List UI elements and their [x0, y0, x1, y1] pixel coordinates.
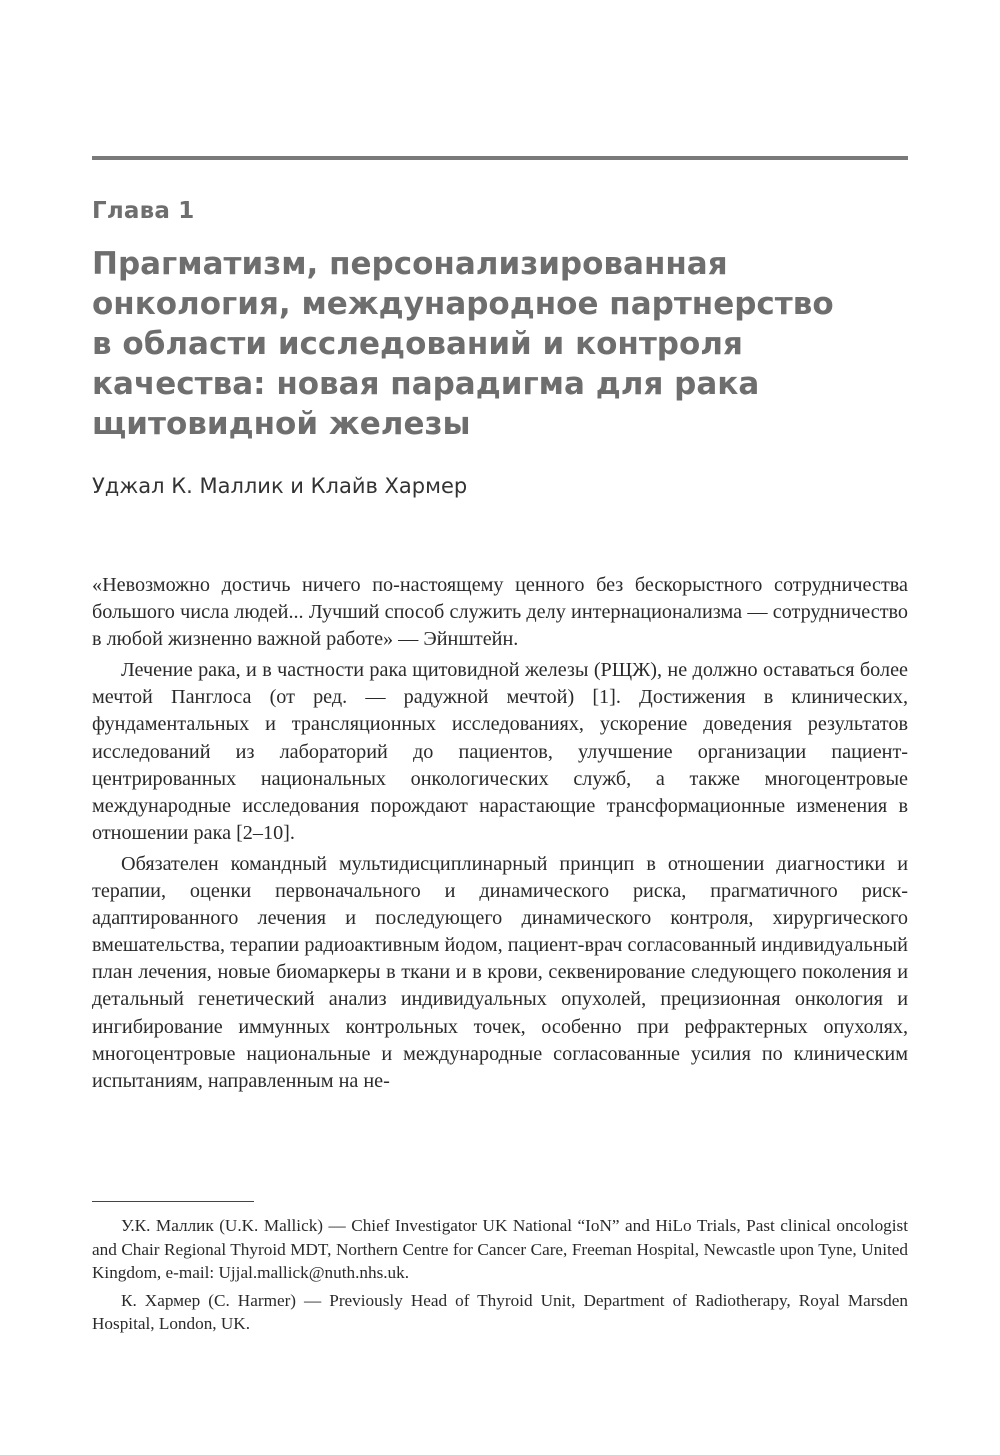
chapter-title-line: в области исследований и контроля	[92, 326, 743, 362]
top-rule	[92, 156, 908, 160]
chapter-authors: Уджал К. Маллик и Клайв Хармер	[92, 474, 468, 498]
footnote-rule	[92, 1201, 254, 1202]
chapter-label: Глава 1	[92, 198, 195, 224]
body-text	[92, 572, 908, 1099]
body-paragraph: Лечение рака, и в частности рака щитовидной железы (РЩЖ), не должно оставаться более мечтой Панглоса (от ред. — радужной мечтой) [1]. Достижения в клинических, фундаментальных и трансляционных исследованиях, ускорение доведения результатов исследований из лабораторий до пациентов, улучшение организации пациент-центрированных национальных онкологических служб, а также многоцентровые международные исследования порождают нарастающие трансформационные изменения в отношении рака [2–10].	[92, 659, 908, 844]
chapter-title	[92, 244, 908, 444]
footnote-author-1: У.К. Маллик (U.K. Mallick) — Chief Investigator UK National “IoN” and HiLo Trials, Past clinical oncologist and Chair Regional Thyroid MDT, Northern Centre for Cancer Care, Freeman Hospital, Newcastle upon Tyne, United Kingdom, e-mail: Ujjal.mallick@nuth.nhs.uk.	[92, 1216, 908, 1282]
epigraph-paragraph: «Невозможно достичь ничего по-настоящему ценного без бескорыстного сотрудничества большого числа людей... Лучший способ служить делу интернационализма — сотрудничество в любой жизненно важной работе» — Эйнштейн.	[92, 574, 908, 651]
chapter-title-line: качества: новая парадигма для рака	[92, 366, 760, 402]
chapter-title-line: онкология, международное партнерство	[92, 286, 834, 322]
footnotes	[92, 1214, 908, 1340]
chapter-title-line: щитовидной железы	[92, 406, 471, 442]
footnote-author-2: К. Хармер (C. Harmer) — Previously Head of Thyroid Unit, Department of Radiotherapy, Royal Marsden Hospital, London, UK.	[92, 1290, 908, 1333]
book-page	[92, 0, 908, 1455]
body-paragraph: Обязателен командный мультидисциплинарный принцип в отношении диагностики и терапии, оценки первоначального и динамического риска, прагматичного риск-адаптированного лечения и последующего динамического контроля, хирургического вмешательства, терапии радиоактивным йодом, пациент-врач согласованный индивидуальный план лечения, новые биомаркеры в ткани и в крови, секвенирование следующего поколения и детальный генетический анализ индивидуальных опухолей, прецизионная онкология и ингибирование иммунных контрольных точек, особенно при рефрактерных опухолях, многоцентровые национальные и международные согласованные усилия по клиническим испытаниям, направленным на не-	[92, 852, 908, 1092]
chapter-title-line: Прагматизм, персонализированная	[92, 246, 728, 282]
